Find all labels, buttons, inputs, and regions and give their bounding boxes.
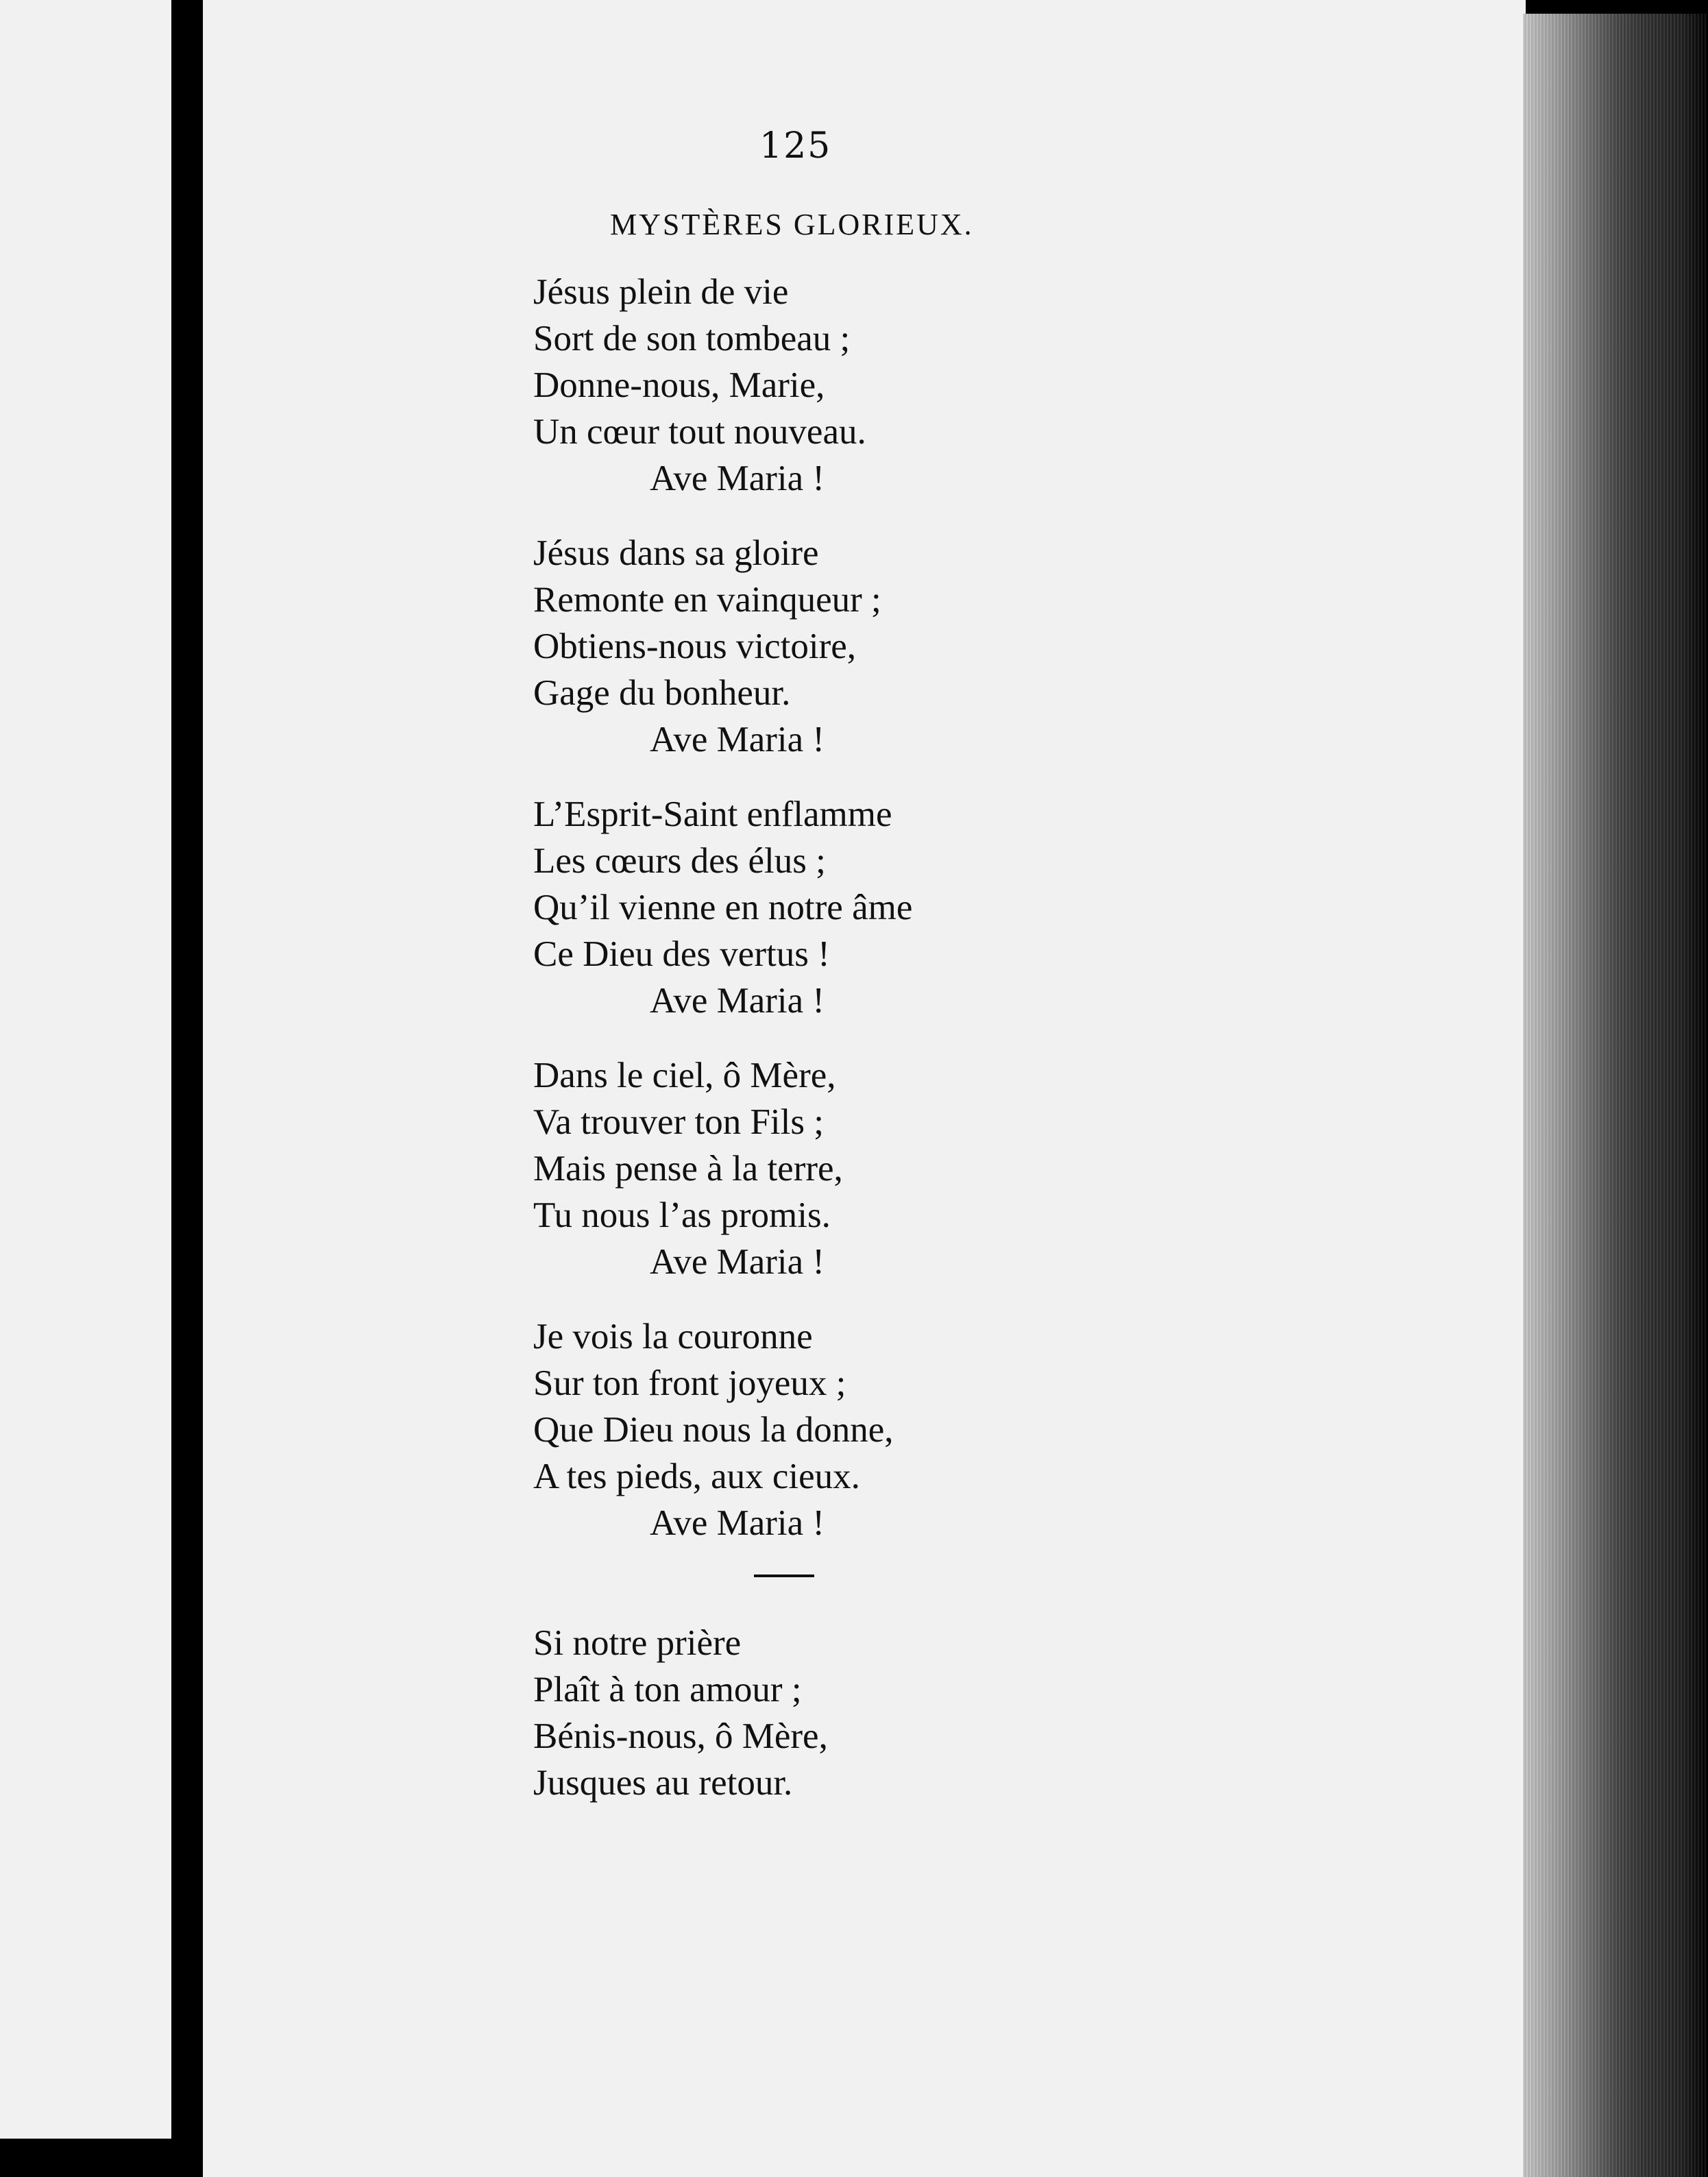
verse-line: Remonte en vainqueur ;	[533, 580, 881, 620]
separator-rule	[754, 1574, 814, 1577]
refrain: Ave Maria !	[650, 720, 825, 759]
verse-line: Dans le ciel, ô Mère,	[533, 1056, 836, 1095]
verse-line: Ce Dieu des vertus !	[533, 934, 830, 974]
verse-line: Les cœurs des élus ;	[533, 841, 826, 881]
refrain: Ave Maria !	[650, 1242, 825, 1282]
verse-line: Sur ton front joyeux ;	[533, 1363, 846, 1403]
refrain: Ave Maria !	[650, 981, 825, 1021]
stanza-2	[533, 530, 1219, 763]
stanza-4	[533, 1052, 1219, 1285]
verse-line: Qu’il vienne en notre âme	[533, 888, 913, 927]
verse-line: Va trouver ton Fils ;	[533, 1102, 824, 1142]
verse-line: Obtiens-nous victoire,	[533, 627, 857, 666]
verse-line: Je vois la couronne	[533, 1317, 813, 1357]
poem	[533, 269, 1219, 1834]
verse-line: L’Esprit-Saint enflamme	[533, 794, 892, 834]
verse-line: Gage du bonheur.	[533, 673, 791, 713]
verse-line: Plaît à ton amour ;	[533, 1670, 802, 1710]
left-page-edge	[0, 0, 171, 2139]
refrain: Ave Maria !	[650, 459, 825, 498]
stanza-1	[533, 269, 1219, 502]
stanza-3	[533, 791, 1219, 1024]
verse-line: Jésus plein de vie	[533, 272, 789, 312]
verse-line: Jésus dans sa gloire	[533, 533, 819, 573]
verse-line: Que Dieu nous la donne,	[533, 1410, 894, 1450]
page-edges	[1523, 14, 1708, 2177]
page-number: 125	[759, 125, 832, 167]
verse-line: Si notre prière	[533, 1623, 742, 1663]
verse-line: A tes pieds, aux cieux.	[533, 1457, 860, 1496]
refrain: Ave Maria !	[650, 1503, 825, 1543]
verse-line: Jusques au retour.	[533, 1763, 793, 1803]
verse-line: Bénis-nous, ô Mère,	[533, 1716, 828, 1756]
verse-line: Tu nous l’as promis.	[533, 1195, 831, 1235]
verse-line: Un cœur tout nouveau.	[533, 412, 866, 452]
verse-line: Mais pense à la terre,	[533, 1149, 843, 1189]
verse-line: Sort de son tombeau ;	[533, 319, 851, 358]
verse-line: Donne-nous, Marie,	[533, 365, 825, 405]
running-head: MYSTÈRES GLORIEUX.	[610, 208, 974, 241]
book-gutter	[171, 0, 206, 2177]
stanza-5	[533, 1313, 1219, 1546]
final-stanza	[533, 1620, 1219, 1806]
